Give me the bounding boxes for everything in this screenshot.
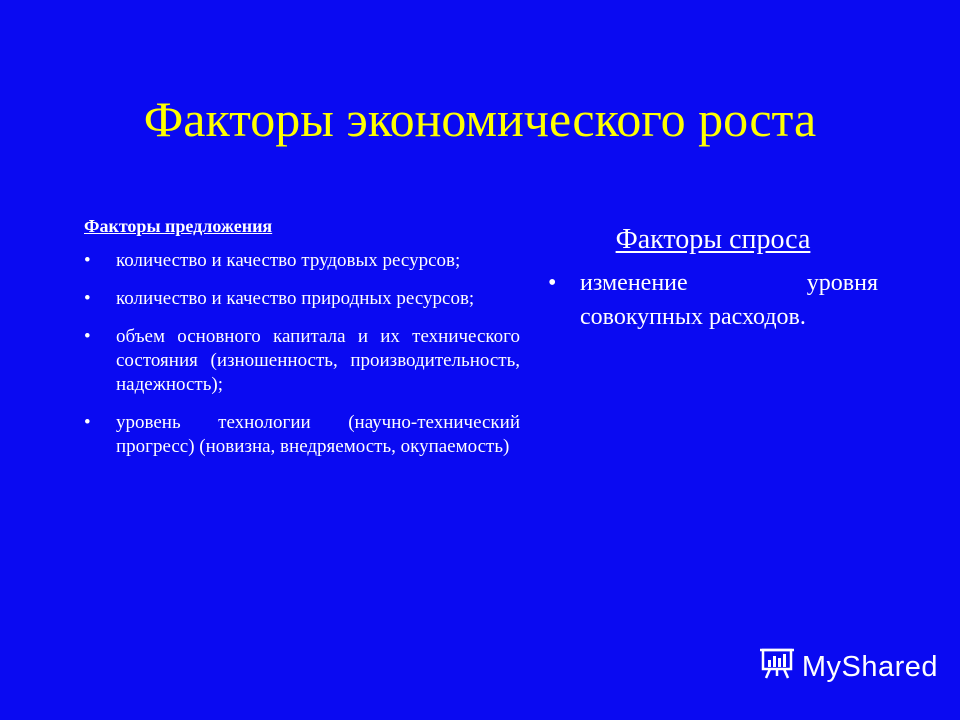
bullet-icon: • <box>84 326 91 348</box>
watermark-text: MyShared <box>801 650 938 683</box>
classroom-board-icon <box>758 644 802 690</box>
list-item <box>548 266 878 334</box>
list-item-text: изменение уровня совокупных расходов. <box>580 270 878 331</box>
list-item <box>84 249 520 273</box>
supply-factors-heading: Факторы предложения <box>84 216 273 236</box>
list-item <box>84 287 520 311</box>
bullet-icon: • <box>84 412 91 434</box>
list-item <box>84 325 520 397</box>
supply-factors-list <box>84 249 520 459</box>
bullet-icon: • <box>84 288 91 310</box>
demand-factors-column <box>548 222 878 334</box>
list-item <box>84 411 520 459</box>
demand-factors-heading: Факторы спроса <box>615 224 811 255</box>
list-item-text: количество и качество природных ресурсов; <box>116 288 475 310</box>
list-item-text: объем основного капитала и их технического состояния (изношенность, производительность, надежность); <box>116 326 520 396</box>
list-item-text: уровень технологии (научно-технический прогресс) (новизна, внедряемость, окупаемость) <box>116 412 520 458</box>
bullet-icon: • <box>548 270 557 297</box>
supply-factors-column <box>84 215 520 473</box>
list-item-text: количество и качество трудовых ресурсов; <box>116 250 461 272</box>
slide-title: Факторы экономического роста <box>143 91 817 147</box>
demand-factors-list <box>548 266 878 334</box>
bullet-icon: • <box>84 250 91 272</box>
myshared-watermark <box>758 644 938 690</box>
